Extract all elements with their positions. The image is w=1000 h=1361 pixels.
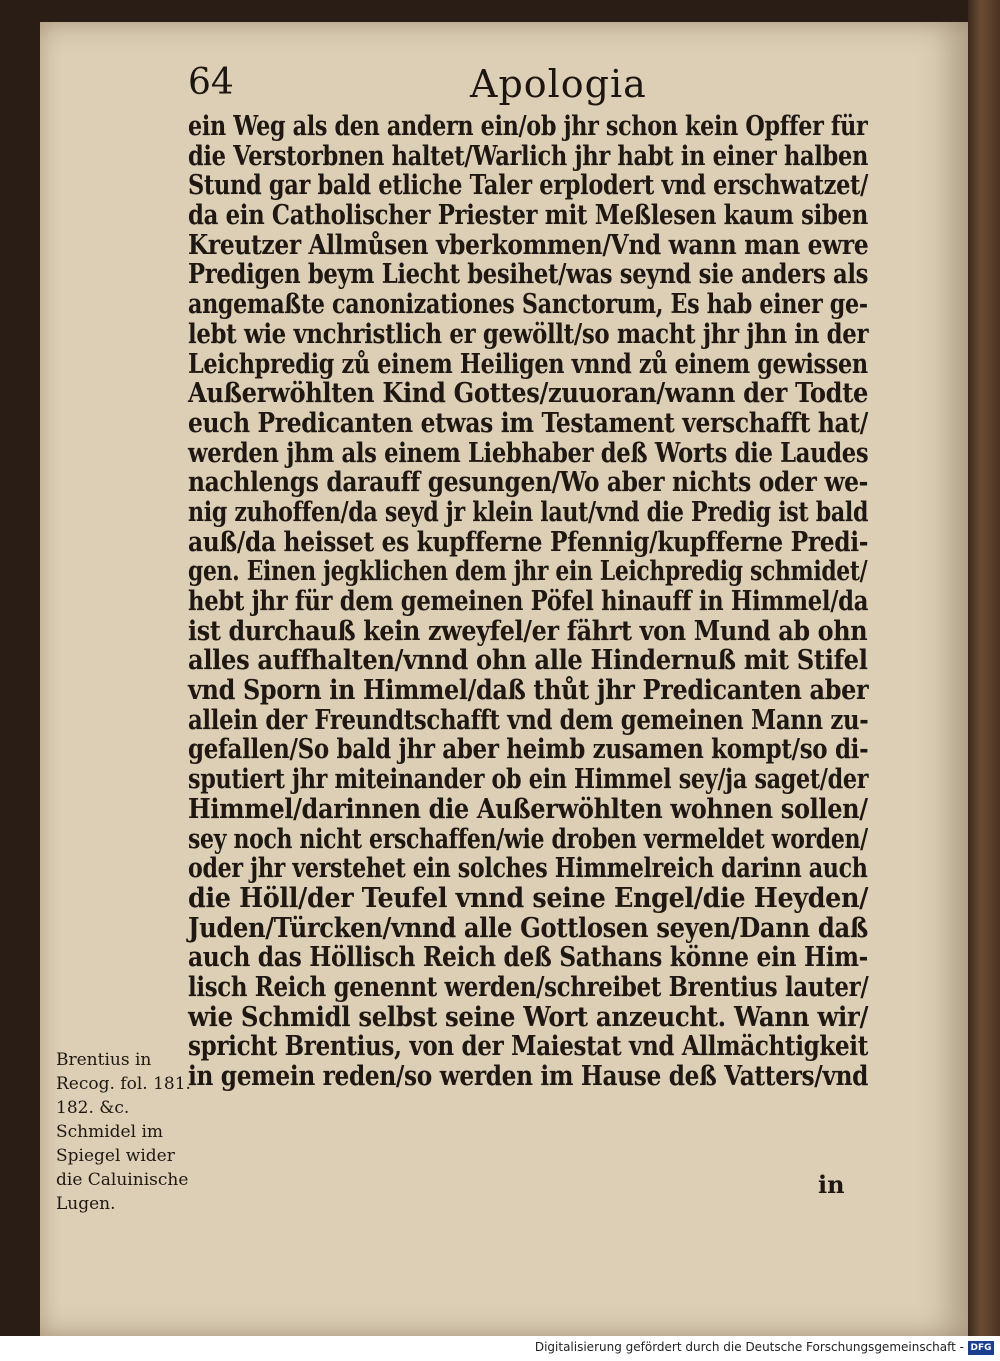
footer-bar [0,1336,1000,1361]
text-line: vnd Sporn in Himmel/daß thůt jhr Predicanten aber [188,675,869,707]
text-line: alles auffhalten/vnnd ohn alle Hindernuß mit Stifel [188,645,868,677]
marginal-note-line: die Caluinische [56,1170,189,1190]
funding-credit: Digitalisierung gefördert durch die Deutsche Forschungsgemeinschaft - [534,1340,964,1354]
text-line: angemaßte canonizationes Sanctorum, Es hab einer ge- [188,289,868,321]
text-line: Außerwöhlten Kind Gottes/zuuoran/wann der Todte [188,378,869,410]
text-line: in gemein reden/so werden im Hause deß Vatters/vnd [188,1061,869,1092]
text-line: euch Predicanten etwas im Testament verschafft hat/ [188,407,868,439]
marginal-note-line: Spiegel wider [56,1146,175,1166]
text-line: werden jhm als einem Liebhaber deß Worts die Laudes [188,437,869,469]
marginal-note-line: Recog. fol. 181. [56,1074,191,1094]
text-line: spricht Brentius, von der Maiestat vnd Allmächtigkeit [188,1031,869,1063]
catchword: in [818,1170,845,1199]
text-line: lebt wie vnchristlich er gewöllt/so macht jhr jhn in der [188,318,869,350]
text-line: Kreutzer Allmůsen vberkommen/Vnd wann man ewre [188,229,869,261]
text-line: die Höll/der Teufel vnnd seine Engel/die Heyden/ [188,882,869,914]
text-line: oder jhr verstehet ein solches Himmelreich darinn auch [188,853,868,885]
text-line: auß/da heisset es kupfferne Pfennig/kupfferne Predi- [188,526,869,558]
text-line: nachlengs darauff gesungen/Wo aber nichts oder we- [188,467,868,499]
text-line: gen. Einen jegklichen dem jhr ein Leichpredig schmidet/ [188,556,868,588]
text-line: ein Weg als den andern ein/ob jhr schon kein Opffer für [188,111,868,142]
text-line: sputiert jhr miteinander ob ein Himmel sey/ja saget/der [188,764,869,796]
marginal-note-line: Schmidel im [56,1122,164,1142]
body-text [188,112,868,1092]
text-line: die Verstorbnen haltet/Warlich jhr habt in einer halben [188,140,869,172]
marginal-note-line: 182. &c. [56,1098,130,1118]
running-title: Apologia [470,62,647,106]
marginal-note-line: Lugen. [56,1194,116,1214]
page-number: 64 [188,62,234,103]
book-edge [968,0,1000,1336]
marginal-note-line: Brentius in [56,1050,152,1070]
text-line: Predigen beym Liecht besihet/was seynd sie anders als [188,259,869,291]
text-line: nig zuhoffen/da seyd jr klein laut/vnd die Predig ist bald [188,496,869,528]
text-line: gefallen/So bald jhr aber heimb zusamen kompt/so di- [188,734,869,766]
text-line: auch das Höllisch Reich deß Sathans könne ein Him- [188,942,869,974]
text-line: Himmel/darinnen die Außerwöhlten wohnen sollen/ [188,793,868,825]
text-line: Stund gar bald etliche Taler erplodert vnd erschwatzet/ [188,170,869,202]
text-line: lisch Reich genennt werden/schreibet Brentius lauter/ [188,971,869,1003]
text-line: Leichpredig zů einem Heiligen vnnd zů einem gewissen [188,348,868,380]
marginal-note [56,1048,196,1216]
text-line: sey noch nicht erschaffen/wie droben vermeldet worden/ [188,823,868,855]
text-line: ist durchauß kein zweyfel/er fährt von Mund ab ohn [188,615,868,647]
text-line: Juden/Türcken/vnnd alle Gottlosen seyen/Dann daß [188,912,868,944]
text-line: wie Schmidl selbst seine Wort anzeucht. Wann wir/ [188,1001,869,1033]
dfg-logo: DFG [968,1341,994,1355]
text-line: allein der Freundtschafft vnd dem gemeinen Mann zu- [188,704,869,736]
text-line: hebt jhr für dem gemeinen Pöfel hinauff in Himmel/da [188,586,869,617]
text-line: da ein Catholischer Priester mit Meßlesen kaum siben [188,200,868,232]
